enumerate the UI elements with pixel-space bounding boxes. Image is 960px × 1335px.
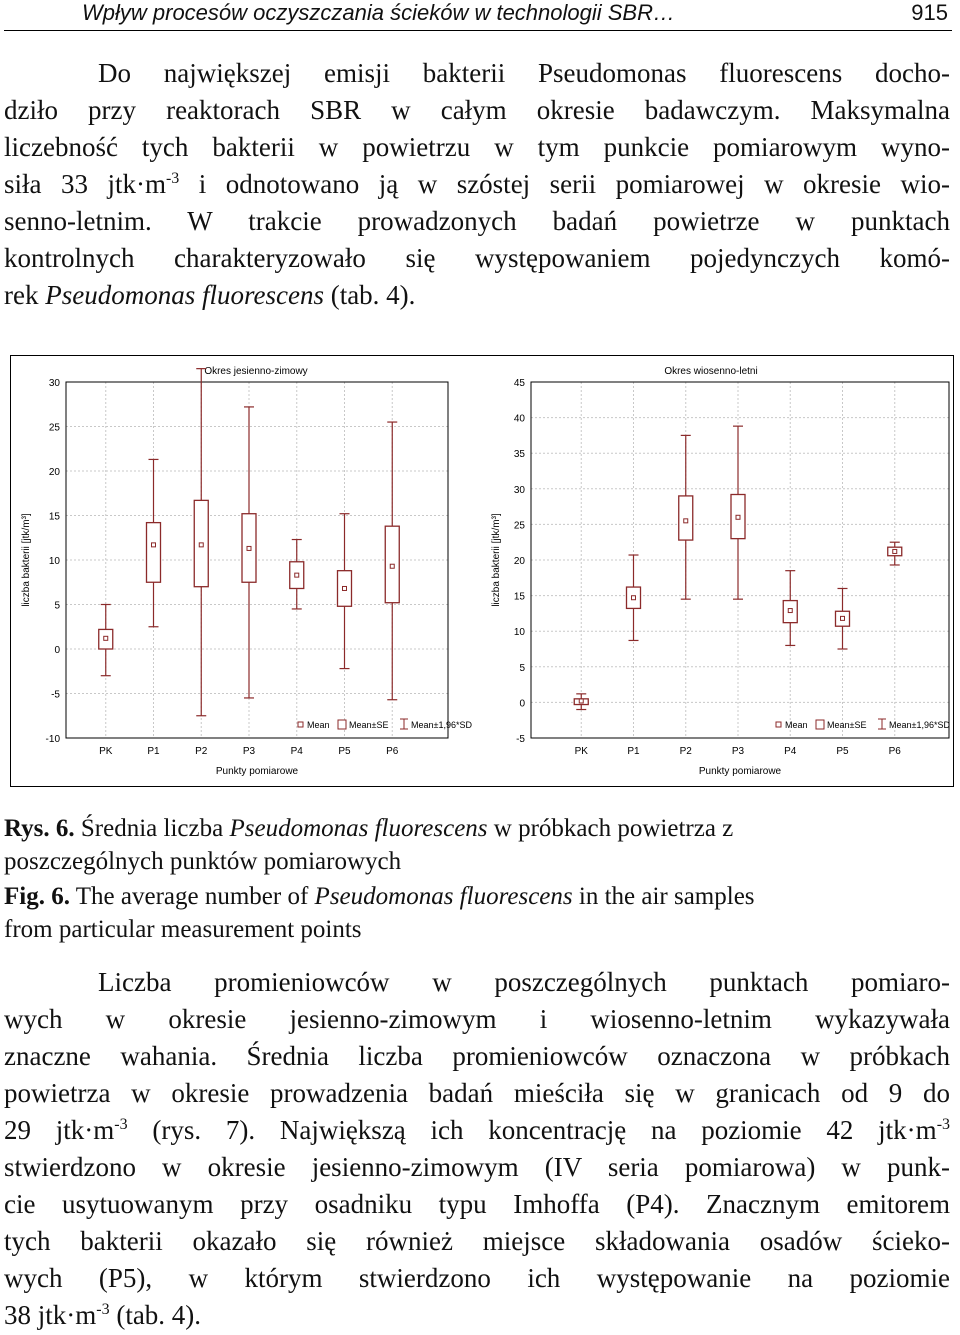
mean-marker: [893, 549, 897, 553]
figure-caption-pl: Rys. 6. Średnia liczba Pseudomonas fluorescens w próbkach powietrza z poszczególnych punktów pomiarowych: [4, 815, 734, 875]
legend-sd-label: Mean±1,96*SD: [889, 720, 950, 730]
x-tick-label: PK: [99, 746, 113, 757]
y-tick-label: 45: [513, 378, 525, 389]
y-tick-label: -5: [516, 734, 525, 745]
paragraph-2: [4, 964, 950, 1334]
running-title: Wpływ procesów oczyszczania ścieków w technologii SBR…: [82, 0, 675, 25]
mean-marker: [632, 596, 636, 600]
paragraph-1: [4, 55, 950, 314]
mean-marker: [152, 543, 156, 547]
y-tick-label: 30: [513, 484, 525, 496]
y-tick-label: 15: [513, 591, 525, 603]
para2-line: 38 $jtk\cdot m^{-3}$ (tab. 4).: [4, 1300, 202, 1330]
x-tick-label: P4: [784, 746, 797, 757]
para2-line: powietrza w okresie prowadzenia badań mieściła się w granicach od 9 do: [4, 1078, 950, 1108]
x-tick-label: P6: [386, 746, 399, 757]
y-tick-label: 10: [48, 556, 60, 567]
mean-marker: [247, 546, 251, 550]
mean-marker: [104, 636, 108, 640]
x-tick-label: PK: [574, 746, 588, 757]
para2-line: wych (P5), w którym stwierdzono ich występowanie na poziomie: [4, 1263, 950, 1293]
se-box: [147, 523, 161, 583]
legend-mean-marker: [776, 722, 781, 727]
para2-line: tych bakterii okazało się również miejsce składowania osadów ścieko-: [4, 1226, 950, 1256]
legend-mean-label: Mean: [785, 720, 808, 730]
x-tick-label: P3: [242, 746, 256, 757]
para1-line: dziło przy reaktorach SBR w całym okresie badawczym. Maksymalna: [4, 95, 950, 125]
x-tick-label: P1: [147, 746, 160, 757]
x-tick-label: P2: [195, 746, 208, 757]
y-tick-label: 20: [48, 467, 60, 478]
x-tick-label: P5: [338, 746, 351, 757]
y-tick-label: 0: [54, 645, 60, 656]
x-tick-label: P6: [888, 746, 901, 757]
x-tick-label: P3: [731, 746, 745, 757]
legend-se-box: [338, 720, 346, 729]
caption-label: Fig. 6.: [4, 883, 70, 910]
y-tick-label: 5: [519, 662, 525, 674]
para2-line: stwierdzono w okresie jesienno-zimowym (IV seria pomiarowa) w punk-: [4, 1152, 950, 1182]
y-tick-label: 0: [519, 698, 525, 710]
mean-marker: [579, 699, 583, 703]
page-number: 915: [911, 0, 948, 25]
y-tick-label: 15: [48, 511, 60, 523]
x-tick-label: P4: [290, 746, 303, 757]
mean-marker: [295, 573, 299, 577]
para1-line: Do największej emisji bakterii Pseudomonas fluorescens docho-: [98, 58, 950, 88]
para2-line: Liczba promieniowców w poszczególnych punktach pomiaro-: [98, 967, 950, 997]
legend-se-label: Mean±SE: [349, 720, 389, 730]
y-tick-label: 25: [48, 422, 60, 434]
figure-caption-en: Fig. 6. The average number of Pseudomonas fluorescens in the air samples from particular measurement points: [4, 883, 755, 943]
para2-line: cie usytuowanym przy osadniku typu Imhoffa (P4). Znacznym emitorem: [4, 1189, 950, 1219]
y-tick-label: -10: [45, 734, 60, 745]
x-tick-label: P5: [836, 746, 849, 757]
para1-line: liczebność tych bakterii w powietrzu w tym punkcie pomiarowym wyno-: [4, 132, 950, 162]
x-axis-label: Punkty pomiarowe: [698, 766, 782, 777]
x-tick-label: P2: [679, 746, 692, 757]
panel-title: Okres jesienno-zimowy: [204, 366, 308, 377]
legend-se-label: Mean±SE: [827, 720, 867, 730]
y-tick-label: -5: [51, 689, 60, 701]
mean-marker: [343, 586, 347, 590]
para2-line: wych w okresie jesienno-zimowym i wiosenno-letnim wykazywała: [4, 1004, 950, 1034]
para2-line: 29 $jtk\cdot m^{-3}$ (rys. 7). Największą ich koncentrację na poziomie 42 $jtk\cdot m^{-3}$: [4, 1115, 951, 1145]
y-tick-label: 5: [54, 600, 60, 612]
para1-line: rek Pseudomonas fluorescens (tab. 4).: [4, 280, 416, 310]
para1-line: kontrolnych charakteryzowało się występowaniem pojedynczych komó-: [4, 243, 950, 273]
mean-marker: [841, 616, 845, 620]
para1-line: siła 33 $jtk\cdot m^{-3}$ i odnotowano ją w szóstej serii pomiarowej w okresie wio-: [4, 169, 950, 199]
mean-marker: [788, 609, 792, 613]
mean-marker: [390, 564, 394, 568]
x-tick-label: P1: [627, 746, 640, 757]
para2-line: znaczne wahania. Średnia liczba promieniowców oznaczona w próbkach: [4, 1041, 950, 1071]
header-rule: [4, 30, 952, 31]
y-tick-label: 30: [48, 378, 60, 389]
caption-label: Rys. 6.: [4, 815, 75, 842]
mean-marker: [199, 543, 203, 547]
y-axis-label: liczba bakterii [jtk/m³]: [491, 513, 502, 607]
y-tick-label: 35: [513, 449, 525, 461]
legend-mean-marker: [298, 722, 303, 727]
legend-mean-label: Mean: [307, 720, 330, 730]
se-box: [679, 496, 693, 540]
x-axis-label: Punkty pomiarowe: [215, 766, 299, 777]
figure-frame: [10, 355, 954, 787]
para1-line: senno-letnim. W trakcie prowadzonych badań powietrze w punktach: [4, 206, 950, 236]
y-tick-label: 10: [513, 627, 525, 639]
panel-title: Okres wiosenno-letni: [664, 366, 758, 377]
mean-marker: [736, 515, 740, 519]
legend-se-box: [816, 720, 824, 729]
mean-marker: [684, 519, 688, 523]
running-header: [0, 0, 960, 30]
y-tick-label: 20: [513, 556, 525, 567]
y-tick-label: 25: [513, 520, 525, 532]
legend-sd-label: Mean±1,96*SD: [411, 720, 472, 730]
figure-svg: [11, 356, 953, 786]
y-axis-label: liczba bakterii [jtk/m³]: [21, 513, 32, 607]
y-tick-label: 40: [513, 413, 525, 425]
